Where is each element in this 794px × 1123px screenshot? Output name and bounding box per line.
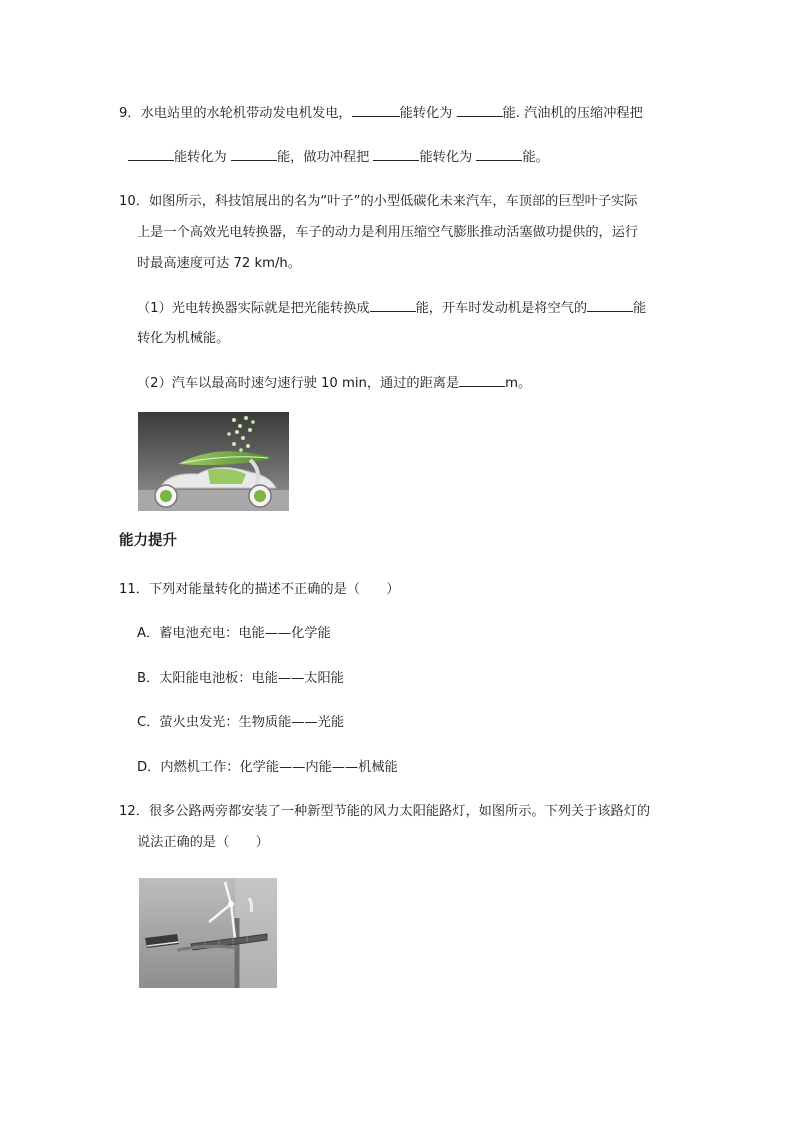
q9-blank-1[interactable] [352, 103, 400, 117]
q9-text-2b: 能转化为 [174, 150, 231, 165]
q11-option-b[interactable]: B．太阳能电池板：电能——太阳能 [137, 671, 344, 686]
q10-sub2-text-b: m。 [505, 376, 532, 391]
q10-sub1-text-b: 能，开车时发动机是将空气的 [415, 301, 588, 316]
q10-blank-2[interactable] [587, 298, 633, 312]
q10-line-1: 10．如图所示，科技馆展出的名为“叶子”的小型低碳化未来汽车，车顶部的巨型叶子实际 [119, 194, 638, 209]
q10-line-2: 上是一个高效光电转换器，车子的动力是利用压缩空气膨胀推动活塞做功提供的，运行 [137, 225, 639, 240]
q11-option-c[interactable]: C．萤火虫发光：生物质能——光能 [137, 715, 345, 730]
q10-sub1-text-a: （1）光电转换器实际就是把光能转换成 [137, 301, 370, 316]
leaf-car-image [138, 412, 289, 511]
q9-text-1b: 能转化为 [399, 106, 457, 121]
leaf-car-illustration [138, 412, 289, 511]
q9-line-2 [128, 147, 549, 168]
q9-blank-5[interactable] [373, 147, 419, 161]
q10-line-3: 时最高速度可达 72 km/h。 [137, 256, 301, 271]
q9-blank-6[interactable] [476, 147, 522, 161]
q9-text-2c: 能，做功冲程把 [276, 150, 374, 165]
q10-sub2-line [137, 373, 531, 394]
q12-line-1: 12．很多公路两旁都安装了一种新型节能的风力太阳能路灯，如图所示。下列关于该路灯的 [119, 804, 651, 819]
q9-blank-3[interactable] [128, 147, 174, 161]
q10-sub1-text-c: 能 [633, 301, 647, 316]
q11-option-d[interactable]: D．内燃机工作：化学能——内能——机械能 [137, 760, 398, 775]
q9-line-1 [119, 103, 643, 124]
q10-sub1-line-1 [137, 298, 646, 319]
q10-sub2-text-a: （2）汽车以最高时速匀速行驶 10 min，通过的距离是 [137, 376, 460, 391]
q9-blank-4[interactable] [231, 147, 277, 161]
q10-sub1-line-2: 转化为机械能。 [137, 331, 230, 346]
q9-text-1c: 能. 汽油机的压缩冲程把 [502, 106, 643, 121]
q9-blank-2[interactable] [457, 103, 503, 117]
q11-option-a[interactable]: A．蓄电池充电：电能——化学能 [137, 626, 331, 641]
street-lamp-image [139, 878, 277, 988]
section-heading: 能力提升 [119, 533, 177, 549]
q11-stem: 11．下列对能量转化的描述不正确的是（ ） [119, 582, 400, 597]
q10-blank-1[interactable] [370, 298, 416, 312]
q9-text-2d: 能转化为 [419, 150, 477, 165]
q9-text-1a: 9．水电站里的水轮机带动发电机发电， [119, 106, 352, 121]
q10-blank-3[interactable] [459, 373, 505, 387]
wind-solar-lamp-illustration [139, 878, 277, 988]
q9-text-2e: 能。 [522, 150, 549, 165]
q12-line-2: 说法正确的是（ ） [137, 835, 269, 850]
